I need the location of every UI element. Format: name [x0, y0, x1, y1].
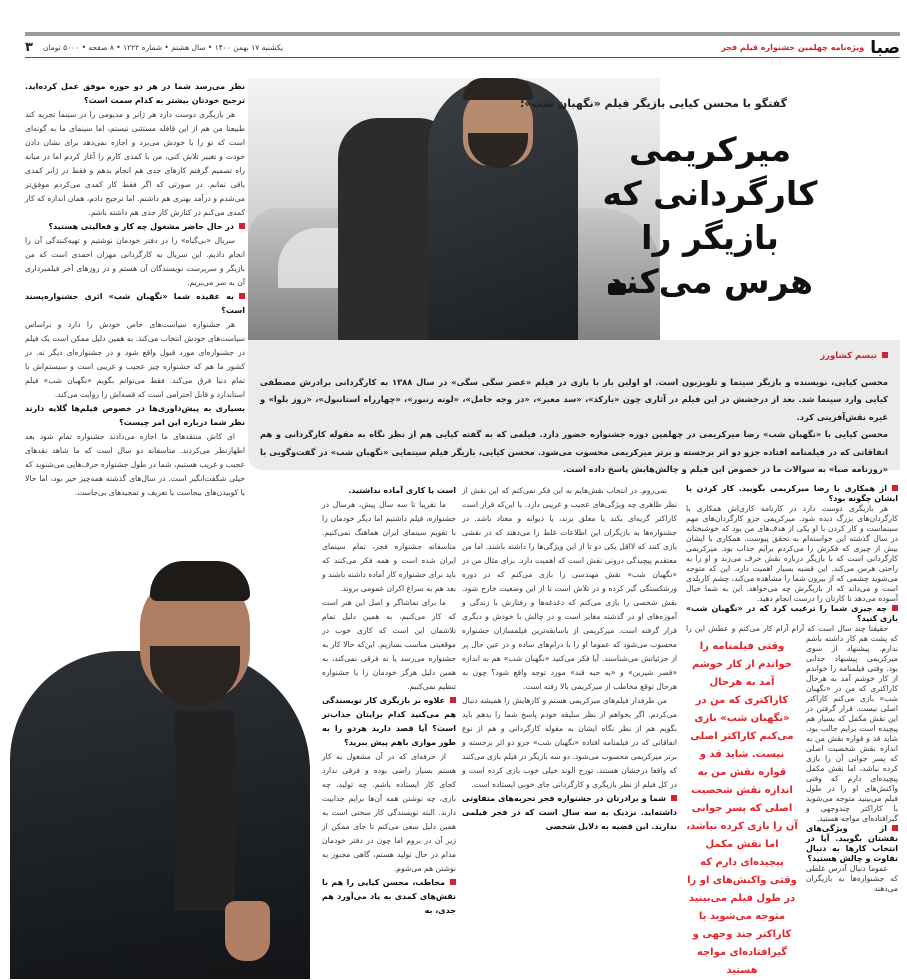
answer-paragraph: نمی‌روم. در انتخاب نقش‌هایم به این فکر نمی‌کنم که این نقش از نظر ظاهری چه ویژگی‌های عجیب و غریبی دارد. یا این‌که قرار است کاراکتر گریه‌ای بکند یا معلق بزند، یا دیوانه و معتاد باشد. در جشنواره‌ها به بازیگران این اطلاعات غلط را می‌دهند که در نقشی بازی کنند که لااقل یکی دو تا از این ویژگی‌ها را داشته باشند. اما من معتقدم پیچیدگی درونی نقش است که اهمیت دارد. برای مثال من در «نگهبان شب» نقش مهندسی را بازی می‌کنم که در دوره ورشکستگی گیر کرده و در تلاش است تا از این وضعیت خارج شود. نقش شخصی را بازی می‌کنم که دغدغه‌ها و رفتارش با زندگی و آموزه‌های او در گذشته مغایر است و در چالش با خودش و دیگری قرار گرفته است. میرکریمی از باسابقه‌ترین فیلمسازان جشنواره محسوب می‌شود که عموما او را با درام‌های ساده و در عین حال پر از جزئیاتش می‌شناسند. آیا فکر می‌کنید «نگهبان شب» هم به اندازه «قصر شیرین» و «یه حبه قند» مورد توجه واقع شود؟ چون به هرحال توقع مخاطب از میرکریمی بالا رفته است.	[462, 486, 677, 691]
newspaper-logo: صبا	[870, 37, 900, 58]
column-4	[25, 80, 245, 555]
column-3	[322, 484, 456, 974]
intro-paragraph: محسن کیایی با «نگهبان شب» رضا میرکریمی در چهلمین دوره جشنواره حضور دارد. فیلمی که به گفته کیایی هم از نظر نگاه به مقوله کارگردانی و هم اتفاقاتی که در فیلمنامه افتاده جزو دو اثر برجسته و برتر میرکریمی محسوب می‌شود. محسن کیایی، بازیگر فیلم سینمایی «نگهبان شب» در گفت‌وگویی با «روزنامه صبا» به سوالات ما در خصوص این فیلم و چالش‌هایش پاسخ داده است.	[260, 429, 888, 474]
actor-photo-portrait	[0, 561, 318, 979]
interview-question: مخاطب، محسن کیایی را هم با نقش‌های کمدی به یاد می‌آورد هم جدی، به	[322, 876, 456, 918]
article-headline	[560, 128, 860, 304]
interview-question: در حال حاضر مشغول چه کار و فعالیتی هستید؟	[25, 220, 245, 234]
interview-question: علاوه بر بازیگری کار نویسندگی هم می‌کنید کدام برایتان جذاب‌تر است؟ آیا قصد دارید هردو را به طور موازی باهم پیش ببرید؟	[322, 694, 456, 750]
top-rule	[25, 32, 900, 36]
interview-question: نظر می‌رسد شما در هر دو حوزه موفق عمل کرده‌اید. ترجیح خودتان بیشتر به کدام سمت است؟	[25, 82, 245, 105]
column-2	[462, 484, 677, 974]
page-header	[25, 38, 900, 58]
pull-quote: وقتی فیلمنامه را خواندم از کار خوشم آمد به هرحال کاراکتری که من در «نگهبان شب» بازی می‌کنم کاراکتر اصلی نیست. شاید قد و قواره نقش من به اندازه نقش شخصیت اصلی که پسر جوانی آن را بازی کرده نباشد، اما نقش مکمل پیچیده‌ای دارم که وقتی واکنش‌های او را در طول فیلم می‌بینید متوجه می‌شوید با کاراکتر چند وجهی و گیرافتاده‌ای مواجه هستید	[686, 641, 798, 976]
answer-paragraph: ما برای تماشاگر و اصل این هنر است که کار می‌کنیم، به همین دلیل تمام تلاشمان این است که کاری خوب در موقعیتی مناسب بسازیم. این‌که حالا کار به جشنواره می‌رسد یا نه فرقی نمی‌کند، به همین دلیل هرگز خودمان را با جشنواره تنظیم نمی‌کنیم.	[322, 598, 456, 691]
answer-paragraph: سریال «بی‌گناه» را در دفتر خودمان نوشتیم و تهیه‌کنندگی آن را انجام دادیم. این سریال به کارگردانی مهران احمدی است که من بازیگر و سرپرست نویسندگان آن هستم و در روزهای آخر فیلمبرداری آن به سر می‌بریم.	[25, 236, 245, 287]
issue-meta: یکشنبه ۱۷ بهمن ۱۴۰۰ • سال هشتم • شماره ۱۲۲۲ • ۸ صفحه • ۵۰۰۰ تومان	[42, 43, 284, 52]
headline-line: بازیگر را	[641, 218, 779, 257]
answer-paragraph: هر جشنواره سیاست‌های خاص خودش را دارد و براساس سیاست‌های خودش انتخاب می‌کند. به همین دلیل ممکن است یک فیلم در جشنواره‌ای مورد قبول واقع شود و در جشنواره‌ای دیگر نه. در کشور ما هم که جشنواره چیز عجیب و غریبی است و سیستم‌اش با تمام دنیا فرق می‌کند. فقط می‌توانم بگویم «نگهبان شب» فیلم استاندارد و قابل احترامی است که قصه‌اش را روایت می‌کند.	[25, 320, 245, 399]
article-kicker: گفتگو با محسن کیایی بازیگر فیلم «نگهبان شب»؛	[520, 97, 787, 110]
answer-paragraph: از حرفه‌ای که در آن مشغول به کار هستم بسیار راضی بوده و فرقی ندارد کجای کار ایستاده باشم. چه تولید، چه بازی، چه نوشتن همه آن‌ها برایم جذابیت دارند. البته نویسندگی کار سختی است به همین دلیل سعی می‌کنم تا جای ممکن از زیر آن در بروم اما چون در دفتر خودمان مدام در حال تولید هستم، گاهی مجبور به نوشتن هم می‌شوم.	[322, 752, 456, 873]
column-1	[686, 484, 898, 980]
author-byline: تبسم کشاورز	[260, 348, 888, 366]
interview-question: به عقیده شما «نگهبان شب» اثری جشنواره‌پسند است؟	[25, 290, 245, 318]
page-number: ۳	[25, 40, 33, 55]
answer-paragraph: ما تقریبا تا سه سال پیش، هرسال در جشنواره، فیلم داشتیم اما دیگر خودمان را با تقویم سینمای ایران هماهنگ نمی‌کنیم. متاسفانه جشنواره فجر، تمام سینمای ایران شده است و همه فکر می‌کنند که باید برای جشنواره کار آماده داشته باشند و بعد هم به سراغ اکران عمومی بروند.	[322, 500, 456, 593]
interview-question: از همکاری با رضا میرکریمی بگویید. کار کردن با ایشان چگونه بود؟	[686, 484, 898, 503]
answer-paragraph: من طرفدار فیلم‌های میرکریمی هستم و کارهایش را همیشه دنبال می‌کردم. اگر بخواهم از نظر سلیقه خودم پاسخ شما را بدهم باید بگویم هم از نظر نگاه ایشان به مقوله کارگردانی و هم از نوع اتفاقاتی که در فیلمنامه افتاده «نگهبان شب» جزو دو اثر برجسته و برتر میرکریمی محسوب می‌شود. دو سه بازیگر در فیلم بازی می‌کنند که واقعا درخشان هستند. تورج الوند خیلی خوب بازی کرده است و در کل فیلم از نظر بازیگری و کارگردانی جای خوبی ایستاده است.	[462, 696, 677, 789]
answer-paragraph: ای کاش منتقدهای ما اجازه می‌دادند جشنواره تمام شود بعد اظهارنظر می‌کردند. متاسفانه دو سال است که ما شاهد نقدهای عجیب و غریب هستیم، شما در طول جشنواره حرف‌هایی می‌شنوید که خیلی شگفت‌انگیز است. در سال‌های گذشته همه‌چیز خیر بود، اما حالا یا کوبیدن‌های بیجاست یا تعریف و تمجیدهای بی‌جاست.	[25, 432, 245, 497]
headline-line: میرکریمی	[628, 130, 792, 169]
interview-question: از ویژگی‌های نقشتان بگویید. آیا در انتخاب کارها به دنبال تفاوت و چالش هستید؟	[686, 824, 898, 864]
interview-question: چه چیزی شما را ترغیب کرد که در «نگهبان شب» بازی کنید؟	[686, 604, 898, 623]
headline-line: کارگردانی که	[602, 174, 818, 213]
intro-paragraph: محسن کیایی، نویسنده و بازیگر سینما و تلویزیون است. او اولین بار با بازی در فیلم «عصر سگی سگی» در سال ۱۳۸۸ به کارگردانی برادرش مصطفی کیایی وارد سینما شد. بعد از درخشش در این فیلم در آثاری چون «بارکد»، «سد معبر»، «در وجه حامل»، «لونه زنبور»، «چهارراه استانبول»، «روز بلوا» و غیره نقش‌آفرینی کرد.	[260, 376, 888, 422]
interview-question: بسیاری به پیش‌داوری‌ها در خصوص فیلم‌ها گلایه دارند نظر شما درباره این امر چیست؟	[25, 404, 245, 427]
answer-paragraph: حقیقتا چند سال است که آرام آرام کار می‌کنم و عطش این را که پشت هم کار داشته باشم ندارم. پیشنهاد از سوی میرکریمی پیشنهاد جذابی بود. وقتی فیلمنامه را خواندم از کار خوشم آمد به هرحال کاراکتری که من در «نگهبان شب» بازی می‌کنم کاراکتر اصلی نیست. قرار گرفتن در این نقش مکمل که بسیار هم پیچیده است برایم جالب بود. شاید قد و قواره نقش من به اندازه نقش شخصیت اصلی که پسر جوانی آن را بازی کرده نباشد، اما نقش مکمل پیچیده‌ای دارم که وقتی واکنش‌های او را در طول فیلم می‌بینید متوجه می‌شوید با کاراکتر چندوجهی و گیرافتاده‌ای مواجه هستید.	[686, 624, 898, 823]
headline-line: هرس می‌کند	[607, 262, 813, 301]
answer-paragraph: هر بازیگری دوست دارد در کارنامه کاری‌اش همکاری با کارگردان‌های بزرگ دیده شود. میرکریمی جزو کارگردان‌های مهم سینماست و کار کردن با او یکی از هدف‌های من بود که خوشبختانه در سال گذشته این خواسته‌ام به تحقق پیوست. همکاری با ایشان بیش از چیزی که فکرش را می‌کردم برایم جذاب بود. میرکریمی کارگردانی است که با بازیگر درباره نقش حرف می‌زند و او را به راحتی هرس می‌کند. این قضیه بسیار اهمیت دارد. این که متوجه می‌شوید چشمی که از بیرون شما را مشاهده می‌کند، چشم کاربلدی است و می‌داند که از بازیگرش چه می‌خواهد. این به شما خیال آسوده می‌دهد تا کارتان را درست انجام دهید.	[686, 504, 898, 603]
intro-box	[248, 340, 900, 474]
supplement-title: ویژه‌نامه چهلمین جشنواره فیلم فجر	[721, 43, 865, 52]
interview-question: شما و برادرتان در جشنواره فجر تجربه‌های متفاوتی داشته‌اید. نزدیک به سه سال است که در فجر فیلمی ندارید. این قضیه به دلایل شخصی	[462, 792, 677, 834]
answer-paragraph: عموما دنبال آدرس غلطی که جشنواره‌ها به بازیگران می‌دهند	[806, 864, 898, 893]
answer-paragraph: هر بازیگری دوست دارد هر ژانر و مدیومی را در سینما تجربه کند طبیعتا من هم از این قافله مستثنی نیستم، اما سینمای ما به گونه‌ای است که تو را با خودش می‌برد و اجازه نمی‌دهد برای نشان دادن خودت و تغییر تلاش کنی، من با کمدی کارم را آغاز کردم اما در میانه راه تصمیم گرفتم کارهای جدی هم انجام بدهم و فقط در ژانر کمدی باقی نمانم. در صورتی که اگر فقط کار کمدی می‌کردم موفق‌تر می‌شدم و درآمد بهتری هم داشتم. اما ترجیح دادم، همان اندازه که کار کمدی می‌کنم در کنارش کار جدی هم داشته باشم.	[25, 110, 245, 217]
interview-question: است یا کاری آماده نداشتید.	[348, 486, 456, 495]
